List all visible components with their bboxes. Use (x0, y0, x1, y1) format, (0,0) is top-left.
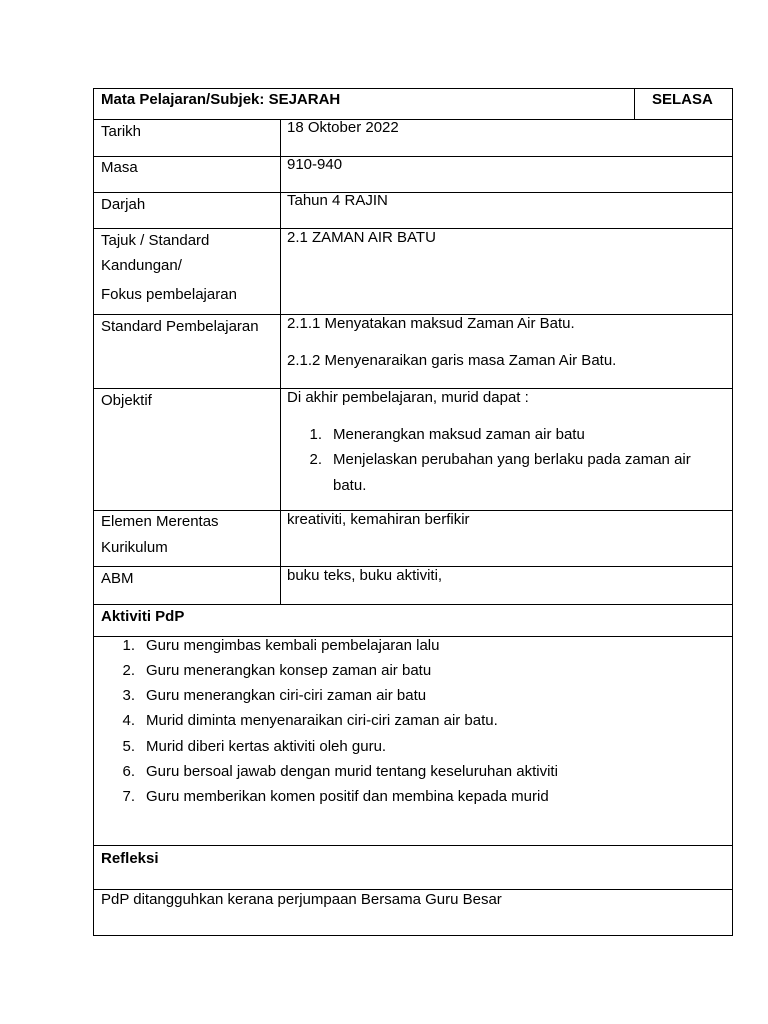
tarikh-label: Tarikh (101, 123, 142, 140)
row-divider (93, 156, 733, 157)
tajuk-value: 2.1 ZAMAN AIR BATU (287, 229, 436, 246)
aktiviti-item: Guru mengimbas kembali pembelajaran lalu (146, 637, 440, 654)
refleksi-heading: Refleksi (101, 850, 159, 867)
elemen-value: kreativiti, kemahiran berfikir (287, 511, 470, 528)
standard-pembelajaran-label: Standard Pembelajaran (101, 318, 259, 335)
tajuk-label-line3: Fokus pembelajaran (101, 286, 237, 303)
standard-pembelajaran-item: 2.1.2 Menyenaraikan garis masa Zaman Air Batu. (287, 352, 617, 369)
tajuk-label-line1: Tajuk / Standard (101, 232, 210, 249)
subject-title: Mata Pelajaran/Subjek: SEJARAH (101, 91, 341, 108)
objektif-item: Menjelaskan perubahan yang berlaku pada zaman air (333, 451, 691, 468)
column-divider (634, 88, 635, 119)
objektif-item-number: 1. (309, 426, 322, 443)
row-divider (93, 192, 733, 193)
standard-pembelajaran-item: 2.1.1 Menyatakan maksud Zaman Air Batu. (287, 315, 575, 332)
aktiviti-item: Murid diberi kertas aktiviti oleh guru. (146, 738, 387, 755)
masa-label: Masa (101, 159, 138, 176)
aktiviti-heading: Aktiviti PdP (101, 608, 185, 625)
aktiviti-item: Guru memberikan komen positif dan membina kepada murid (146, 788, 549, 805)
aktiviti-item: Guru menerangkan konsep zaman air batu (146, 662, 432, 679)
aktiviti-item-number: 6. (122, 763, 135, 780)
abm-value: buku teks, buku aktiviti, (287, 567, 443, 584)
aktiviti-item-number: 4. (122, 712, 135, 729)
row-divider (93, 845, 733, 846)
aktiviti-item: Guru bersoal jawab dengan murid tentang keseluruhan aktiviti (146, 763, 558, 780)
row-divider (93, 119, 733, 120)
objektif-intro: Di akhir pembelajaran, murid dapat : (287, 389, 529, 406)
refleksi-text: PdP ditangguhkan kerana perjumpaan Bersama Guru Besar (101, 891, 502, 908)
darjah-value: Tahun 4 RAJIN (287, 192, 388, 209)
row-divider (93, 889, 733, 890)
aktiviti-item-number: 3. (122, 687, 135, 704)
aktiviti-item-number: 1. (122, 637, 135, 654)
aktiviti-item-number: 7. (122, 788, 135, 805)
aktiviti-item: Murid diminta menyenaraikan ciri-ciri zaman air batu. (146, 712, 498, 729)
tajuk-label-line2: Kandungan/ (101, 257, 182, 274)
tarikh-value: 18 Oktober 2022 (287, 119, 399, 136)
elemen-label-line1: Elemen Merentas (101, 513, 219, 530)
elemen-label-line2: Kurikulum (101, 539, 168, 556)
objektif-item-continuation: batu. (333, 477, 367, 494)
day-label: SELASA (652, 91, 713, 108)
aktiviti-item-number: 5. (122, 738, 135, 755)
aktiviti-item-number: 2. (122, 662, 135, 679)
objektif-label: Objektif (101, 392, 152, 409)
masa-value: 910-940 (287, 156, 343, 173)
objektif-item-number: 2. (309, 451, 322, 468)
column-divider (280, 119, 281, 605)
abm-label: ABM (101, 570, 134, 587)
objektif-item: Menerangkan maksud zaman air batu (333, 426, 585, 443)
aktiviti-item: Guru menerangkan ciri-ciri zaman air batu (146, 687, 427, 704)
row-divider (93, 604, 733, 605)
darjah-label: Darjah (101, 196, 146, 213)
